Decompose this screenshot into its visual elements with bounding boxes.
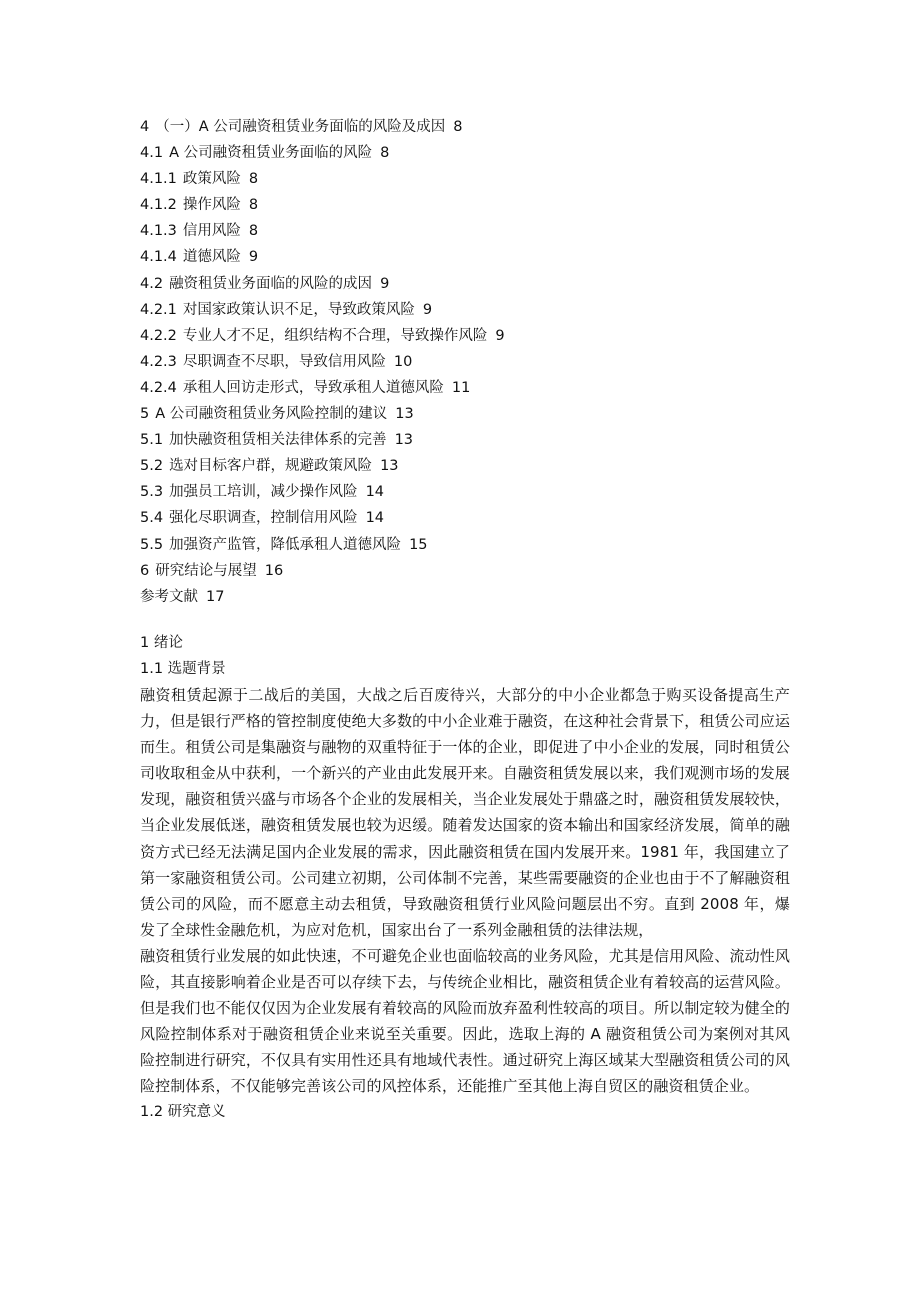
- toc-entry: [140, 114, 790, 140]
- toc-entry-page: 9: [248, 249, 259, 266]
- toc-entry-page: 13: [380, 458, 399, 475]
- toc-entry-title: 专业人才不足，组织结构不合理，导致操作风险: [182, 327, 488, 344]
- toc-entry: [140, 192, 790, 218]
- toc-entry-number: 5.1: [140, 432, 164, 449]
- toc-entry-title: （一）A 公司融资租赁业务面临的风险及成因: [155, 119, 446, 135]
- toc-entry-title: 加强员工培训，减少操作风险: [169, 484, 358, 501]
- toc-entry-title: 对国家政策认识不足，导致政策风险: [182, 301, 415, 318]
- toc-entry-title: 信用风险: [182, 223, 241, 240]
- toc-entry-number: 5.5: [140, 536, 164, 553]
- toc-entry: [140, 558, 790, 584]
- toc-entry-number: 4.2: [140, 275, 164, 292]
- toc-entry-number: 4.1.1: [140, 171, 177, 188]
- toc-entry-title: 道德风险: [182, 249, 241, 266]
- toc-entry: [140, 401, 790, 427]
- toc-entry-page: 13: [394, 432, 414, 449]
- toc-entry-title: A 公司融资租赁业务面临的风险: [169, 145, 373, 162]
- toc-entry-page: 17: [206, 588, 225, 605]
- toc-entry: [140, 505, 790, 531]
- toc-entry-page: 8: [248, 197, 259, 214]
- toc-entry-number: 4.1.3: [140, 223, 177, 240]
- toc-entry: [140, 349, 790, 375]
- toc-entry: [140, 453, 790, 479]
- toc-entry-title: 操作风险: [182, 197, 241, 214]
- toc-entry: [140, 244, 790, 270]
- toc-entry-title: 融资租赁业务面临的风险的成因: [169, 275, 373, 292]
- toc-entry-page: 15: [409, 536, 428, 553]
- toc-entry-page: 14: [365, 510, 385, 527]
- section-gap: [140, 610, 790, 630]
- toc-entry-title: 选对目标客户群，规避政策风险: [169, 458, 373, 475]
- toc-entry: [140, 427, 790, 453]
- toc-entry-page: 10: [393, 353, 413, 370]
- toc-entry: [140, 323, 790, 349]
- toc-entry-page: 16: [264, 562, 284, 579]
- toc-entry-page: 11: [451, 379, 471, 396]
- toc-entry-number: 4.2.4: [140, 379, 177, 396]
- toc-entry-number: 5: [140, 406, 150, 423]
- toc-entry-number: 5.2: [140, 458, 164, 475]
- toc-entry-title: 承租人回访走形式，导致承租人道德风险: [182, 379, 444, 396]
- toc-entry-number: 4.2.1: [140, 301, 177, 318]
- toc-entry-page: 8: [248, 171, 259, 188]
- toc-entry-number: 4.1.4: [140, 249, 177, 266]
- toc-entry-title: 加强资产监管，降低承租人道德风险: [169, 536, 402, 553]
- toc-entry: [140, 532, 790, 558]
- toc-entry-page: 13: [395, 406, 414, 423]
- body-paragraph-2: 融资租赁行业发展的如此快速，不可避免企业也面临较高的业务风险，尤其是信用风险、流动性风险，其直接影响着企业是否可以存续下去，与传统企业相比，融资租赁企业有着较高的运营风险。但是我们也不能仅仅因为企业发展有着较高的风险而放弃盈利性较高的项目。所以制定较为健全的风险控制体系对于融资租赁企业来说至关重要。因此，选取上海的 A 融资租赁公司为案例对其风险控制进行研究，不仅具有实用性还具有地域代表性。通过研究上海区域某大型融资租赁公司的风险控制体系，不仅能够完善该公司的风控体系，还能推广至其他上海自贸区的融资租赁企业。: [140, 946, 790, 1096]
- body-paragraph-1: 融资租赁起源于二战后的美国，大战之后百废待兴，大部分的中小企业都急于购买设备提高生产力，但是银行严格的管控制度使绝大多数的中小企业难于融资，在这种社会背景下，租赁公司应运而生。租赁公司是集融资与融物的双重特征于一体的企业，即促进了中小企业的发展，同时租赁公司收取租金从中获利，一个新兴的产业由此发展开来。自融资租赁发展以来，我们观测市场的发展发现，融资租赁兴盛与市场各个企业的发展相关，当企业发展处于鼎盛之时，融资租赁发展较快，当企业发展低迷，融资租赁发展也较为迟缓。随着发达国家的资本输出和国家经济发展，简单的融资方式已经无法满足国内企业发展的需求，因此融资租赁在国内发展开来。1981 年，我国建立了第一家融资租赁公司。公司建立初期，公司体制不完善，某些需要融资的企业也由于不了解融资租赁公司的风险，而不愿意主动去租赁，导致融资租赁行业风险问题层出不穷。直到 2008 年，爆发了全球性金融危机，为应对危机，国家出台了一系列金融租赁的法律法规，: [140, 685, 790, 939]
- toc-entry-number: 4.2.3: [140, 353, 177, 370]
- toc-entry-page: 9: [380, 275, 390, 292]
- toc-entry-number: 5.4: [140, 510, 164, 527]
- toc-entry-number: 4.2.2: [140, 327, 177, 344]
- toc-entry-number: 4.1.2: [140, 197, 177, 214]
- toc-entry-title: 加快融资租赁相关法律体系的完善: [169, 432, 387, 449]
- toc-entry-page: 9: [422, 301, 433, 318]
- toc-entry-page: 9: [495, 327, 505, 344]
- toc-entry-title: 强化尽职调查，控制信用风险: [169, 510, 358, 527]
- toc-entry-page: 14: [365, 484, 385, 501]
- toc-entry: [140, 140, 790, 166]
- toc-entry-page: 8: [453, 119, 463, 135]
- toc-entry-title: A 公司融资租赁业务风险控制的建议: [155, 406, 388, 423]
- section-heading-background: 1.1 选题背景: [140, 660, 226, 677]
- toc-entry: [140, 479, 790, 505]
- section-heading-significance: 1.2 研究意义: [140, 1104, 226, 1121]
- toc-entry-title: 尽职调查不尽职，导致信用风险: [182, 353, 386, 370]
- toc-entry-page: 8: [380, 145, 390, 162]
- toc-entry-page: 8: [248, 223, 259, 240]
- toc-entry-number: 6: [140, 562, 150, 579]
- toc-entry-title: 研究结论与展望: [155, 562, 257, 579]
- toc-entry: [140, 271, 790, 297]
- toc-entry-title: 参考文献: [140, 588, 198, 605]
- document-page: [140, 114, 790, 1126]
- toc-entry-number: 4.1: [140, 145, 164, 162]
- toc-entry: [140, 584, 790, 610]
- toc-entry: [140, 218, 790, 244]
- toc-entry-title: 政策风险: [182, 171, 241, 188]
- toc-entry: [140, 166, 790, 192]
- toc-entry: [140, 375, 790, 401]
- table-of-contents: [140, 114, 790, 610]
- chapter-heading: 1 绪论: [140, 634, 183, 651]
- toc-entry: [140, 297, 790, 323]
- toc-entry-number: 5.3: [140, 484, 164, 501]
- toc-entry-number: 4: [140, 119, 150, 135]
